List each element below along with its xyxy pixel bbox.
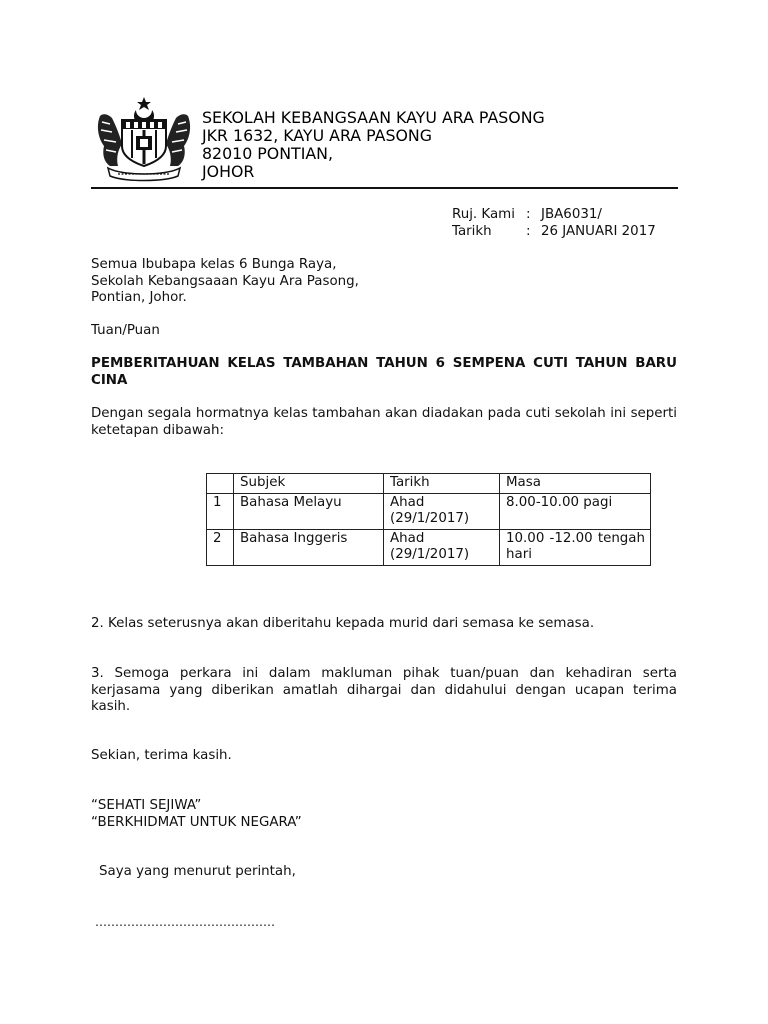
paragraph-3: 3. Semoga perkara ini dalam makluman pihak tuan/puan dan kehadiran serta kerjasama yang diberikan amatlah dihargai dan didahului dengan ucapan terima kasih.	[91, 666, 677, 715]
reference-label: Ruj. Kami	[452, 207, 515, 222]
address-line-2: 82010 PONTIAN,	[202, 144, 334, 163]
row-subject: Bahasa Melayu	[234, 493, 384, 529]
date-value: 26 JANUARI 2017	[541, 224, 656, 239]
recipient-line-1: Semua Ibubapa kelas 6 Bunga Raya,	[91, 257, 337, 272]
signature-line: ………………………………………	[95, 915, 275, 929]
schedule-table	[206, 473, 651, 566]
motto-line-1: “SEHATI SEJIWA”	[91, 798, 202, 813]
recipient-line-2: Sekolah Kebangsaaan Kayu Ara Pasong,	[91, 274, 359, 289]
letterhead-divider	[91, 187, 678, 189]
sign-off: Saya yang menurut perintah,	[99, 864, 296, 879]
closing-text: Sekian, terima kasih.	[91, 748, 232, 763]
recipient-line-3: Pontian, Johor.	[91, 290, 187, 305]
header-cell-no	[207, 474, 234, 494]
address-line-3: JOHOR	[202, 162, 255, 181]
subject-line: PEMBERITAHUAN KELAS TAMBAHAN TAHUN 6 SEMPENA CUTI TAHUN BARU CINA	[91, 356, 677, 388]
table-row	[207, 493, 651, 529]
address-line-1: JKR 1632, KAYU ARA PASONG	[202, 126, 432, 145]
paragraph-2: 2. Kelas seterusnya akan diberitahu kepada murid dari semasa ke semasa.	[91, 616, 595, 631]
salutation: Tuan/Puan	[91, 323, 160, 338]
intro-paragraph: Dengan segala hormatnya kelas tambahan akan diadakan pada cuti sekolah ini seperti ketetapan dibawah:	[91, 406, 677, 438]
motto-line-2: “BERKHIDMAT UNTUK NEGARA”	[91, 815, 302, 830]
reference-value: JBA6031/	[541, 207, 602, 222]
date-label: Tarikh	[452, 224, 492, 239]
reference-separator: :	[526, 207, 531, 222]
row-time: 10.00 -12.00 tengah hari	[500, 529, 651, 565]
table-row	[207, 529, 651, 565]
school-name: SEKOLAH KEBANGSAAN KAYU ARA PASONG	[202, 108, 545, 127]
row-number: 1	[207, 493, 234, 529]
header-cell-date: Tarikh	[384, 474, 500, 494]
coat-of-arms-logo	[92, 96, 196, 182]
row-date: Ahad (29/1/2017)	[384, 493, 500, 529]
date-separator: :	[526, 224, 531, 239]
header-cell-subject: Subjek	[234, 474, 384, 494]
row-time: 8.00-10.00 pagi	[500, 493, 651, 529]
row-date: Ahad (29/1/2017)	[384, 529, 500, 565]
table-header-row	[207, 474, 651, 494]
header-cell-time: Masa	[500, 474, 651, 494]
row-subject: Bahasa Inggeris	[234, 529, 384, 565]
row-number: 2	[207, 529, 234, 565]
